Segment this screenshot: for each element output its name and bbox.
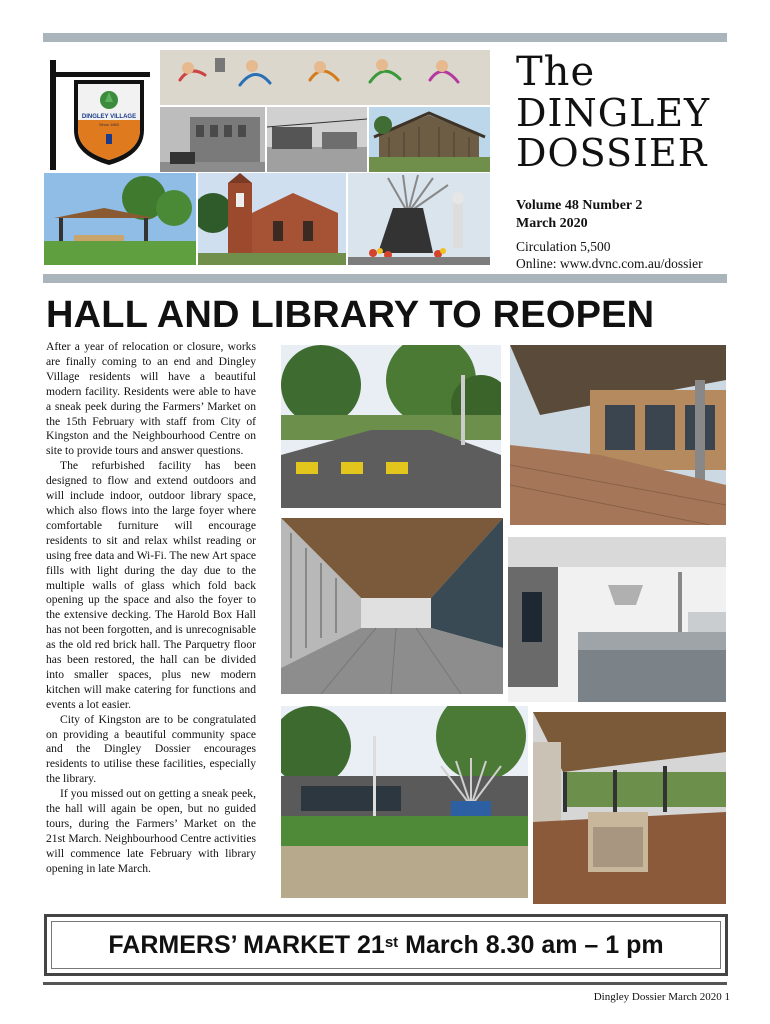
- old-street-photo: [267, 107, 367, 172]
- masthead-dossier: DOSSIER: [516, 131, 708, 175]
- article-body: [46, 340, 256, 877]
- page-footer: Dingley Dossier March 2020 1: [593, 991, 730, 1003]
- masthead-rule: [43, 274, 727, 283]
- banner-text-main: FARMERS’ MARKET 21: [108, 930, 385, 959]
- kitchen-photo: [508, 537, 726, 702]
- park-shelter-photo: [44, 173, 196, 265]
- outdoor-deck-photo: [510, 345, 726, 525]
- article-paragraph: After a year of relocation or closure, works are finally coming to an end and Dingley Village residents will have a beautiful modern facility. Residents were able to have a sneak peek during the Farmers’ Market on the 15th February with staff from City of Kingston and the Neighbourhood Centre on site to provide tours and answer questions.: [46, 340, 256, 458]
- footer-rule: [43, 982, 727, 985]
- entrance-path-photo: [281, 345, 501, 508]
- corridor-photo: [281, 518, 503, 694]
- memorial-photo: [348, 173, 490, 265]
- issue-date: March 2020: [516, 216, 588, 231]
- building-exterior-photo: [281, 706, 528, 898]
- online-url[interactable]: Online: www.dvnc.com.au/dossier: [516, 256, 703, 271]
- circulation-info: [516, 238, 703, 272]
- banner-text-time: March 8.30 am – 1 pm: [398, 930, 664, 959]
- barn-photo: [369, 107, 490, 172]
- masthead-the: The: [516, 49, 596, 95]
- church-photo: [198, 173, 346, 265]
- article-paragraph: City of Kingston are to be congratulated on providing a beautiful community space and the Dingley Dossier encourages residents to utilise these facilities, especially the library.: [46, 712, 256, 786]
- article-paragraph: If you missed out on getting a sneak peek, the hall will again be open, but no guided tours, during the Farmers’ Market on the 21st March. Neighbourhood Centre activities will commence late February with library opening in late March.: [46, 787, 256, 875]
- masthead-title: [516, 49, 756, 175]
- farmers-market-banner: [44, 914, 728, 976]
- volume-number: Volume 48 Number 2: [516, 198, 643, 213]
- village-sign-photo: [44, 50, 158, 170]
- issue-info: [516, 197, 642, 233]
- foyer-interior-photo: [533, 712, 726, 904]
- article-paragraph: The refurbished facility has been designed to flow and extend outdoors and will include indoor, outdoor library space, which also flows into the large foyer where comfortable furniture will encourage residents to sit and relax whilst reading or using free data and Wi-Fi. The new Art space fills with light during the day due to the multiple walls of glass which fold back opening up the space and also the foyer to the extensive decking. The Harold Box Hall has not been forgotten, and is unrecognisable as the old red brick hall. The Parquetry floor has been restored, the hall can be divided into smaller spaces, plus new modern kitchen will make catering for functions and events a lot easier.: [46, 459, 256, 711]
- sign-village-text: DINGLEY VILLAGE: [81, 114, 137, 120]
- masthead-dingley: DINGLEY: [516, 91, 711, 135]
- headline: HALL AND LIBRARY TO REOPEN: [46, 294, 655, 336]
- mural-photo: [160, 50, 490, 105]
- banner-superscript: st: [384, 933, 399, 951]
- sign-since-text: Since 1860: [98, 122, 120, 127]
- banner-text: [51, 921, 721, 969]
- circulation: Circulation 5,500: [516, 239, 611, 254]
- top-rule: [43, 33, 727, 42]
- historic-building-photo: [160, 107, 265, 172]
